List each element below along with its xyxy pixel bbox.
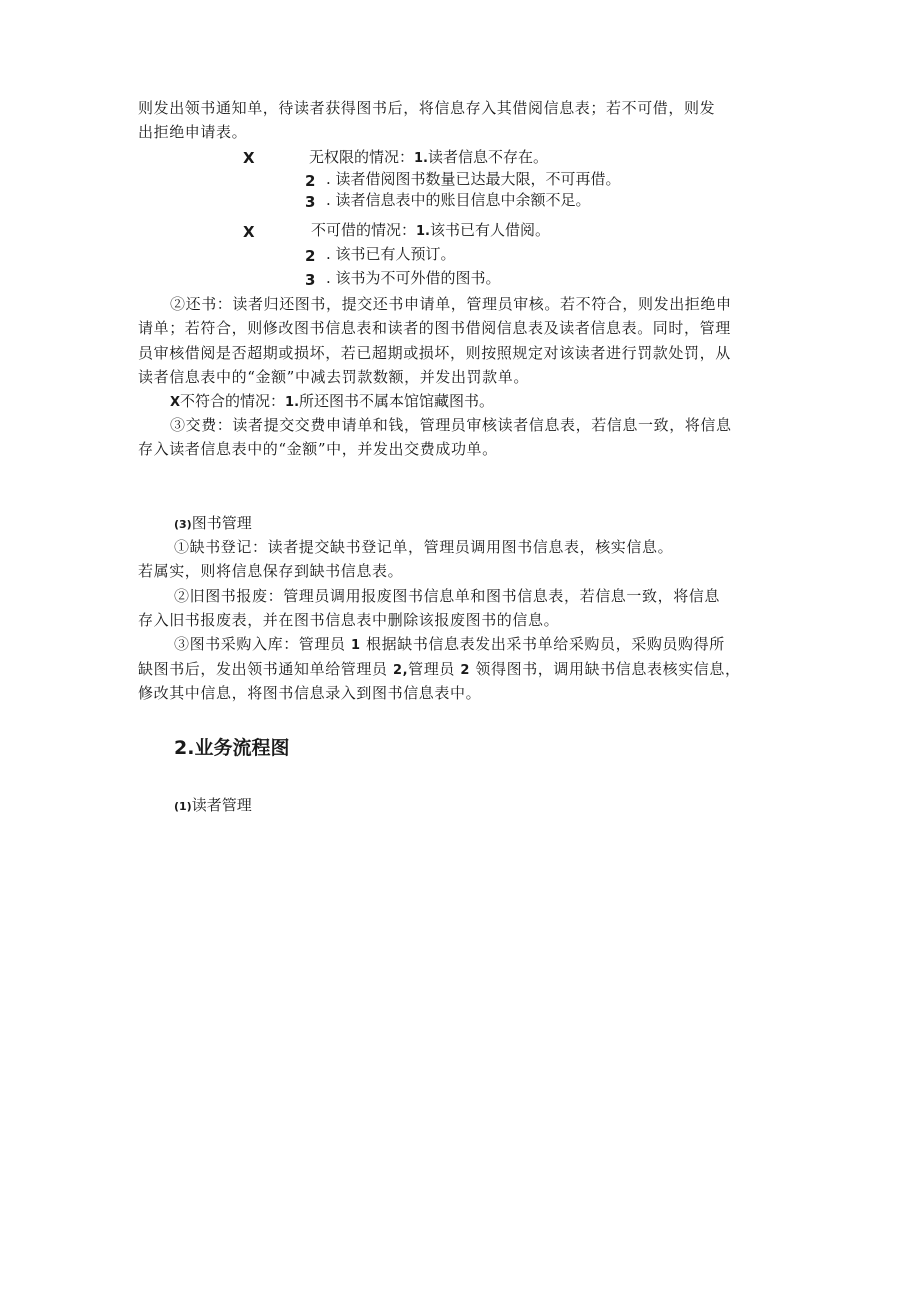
x-marker: X bbox=[243, 223, 255, 241]
condition-heading bbox=[309, 147, 548, 169]
text-run: ③图书采购入库：管理员 bbox=[174, 635, 346, 653]
condition-label: 无权限的情况： bbox=[309, 148, 415, 166]
paragraph-line: 请单；若符合，则修改图书信息表和读者的图书借阅信息表及读者信息表。同时，管理 bbox=[138, 319, 731, 337]
section-number: (3) bbox=[174, 518, 192, 531]
number: 2 bbox=[460, 663, 471, 678]
text-run: 根据缺书信息表发出采书单给采购员，采购员购得所 bbox=[366, 635, 725, 653]
item-number: 3 bbox=[305, 271, 316, 289]
paragraph-line bbox=[174, 634, 725, 656]
condition-label: 不符合的情况： bbox=[180, 392, 286, 410]
item-number: 1. bbox=[285, 395, 300, 410]
paragraph-line: 若属实，则将信息保存到缺书信息表。 bbox=[138, 562, 404, 580]
condition-item: . 读者信息表中的账目信息中余额不足。 bbox=[326, 191, 591, 209]
text-run: 缺图书后，发出领书通知单给管理员 bbox=[138, 660, 388, 678]
item-number: 2 bbox=[305, 172, 316, 190]
text-run: 管理员 bbox=[408, 660, 455, 678]
text-run: 领得图书，调用缺书信息表核实信息， bbox=[475, 660, 741, 678]
paragraph-line: 员审核借阅是否超期或损坏，若已超期或损坏，则按照规定对该读者进行罚款处罚，从 bbox=[138, 344, 731, 362]
number: 1 bbox=[350, 638, 361, 653]
condition-item: . 该书为不可外借的图书。 bbox=[326, 269, 501, 287]
paragraph-line: 修改其中信息，将图书信息录入到图书信息表中。 bbox=[138, 684, 482, 702]
section-heading bbox=[174, 795, 252, 817]
item-number: 2 bbox=[305, 247, 316, 265]
number: 2, bbox=[392, 663, 409, 678]
condition-item: 该书已有人借阅。 bbox=[430, 221, 551, 239]
condition-item: . 该书已有人预订。 bbox=[326, 245, 456, 263]
section-title: 图书管理 bbox=[191, 514, 252, 532]
condition-item: 读者信息不存在。 bbox=[428, 148, 549, 166]
paragraph-line: 存入读者信息表中的“金额”中，并发出交费成功单。 bbox=[138, 440, 498, 458]
item-number: 3 bbox=[305, 193, 316, 211]
paragraph-line: ①缺书登记：读者提交缺书登记单，管理员调用图书信息表，核实信息。 bbox=[174, 538, 674, 556]
paragraph-line: 读者信息表中的“金额”中减去罚款数额，并发出罚款单。 bbox=[138, 368, 529, 386]
paragraph-line: 存入旧书报废表，并在图书信息表中删除该报废图书的信息。 bbox=[138, 611, 560, 629]
section-title: 读者管理 bbox=[191, 796, 252, 814]
item-number: 1. bbox=[414, 151, 428, 166]
condition-item: . 读者借阅图书数量已达最大限，不可再借。 bbox=[326, 170, 621, 188]
paragraph-line: 出拒绝申请表。 bbox=[138, 123, 248, 141]
section-heading: 2.业务流程图 bbox=[174, 737, 290, 759]
x-marker: X bbox=[170, 395, 181, 410]
condition-heading bbox=[170, 391, 494, 413]
condition-label: 不可借的情况： bbox=[311, 221, 417, 239]
paragraph-line: ②旧图书报废：管理员调用报废图书信息单和图书信息表，若信息一致，将信息 bbox=[174, 587, 721, 605]
paragraph-line bbox=[138, 659, 741, 681]
x-marker: X bbox=[243, 149, 255, 167]
paragraph-line: 则发出领书通知单，待读者获得图书后，将信息存入其借阅信息表；若不可借，则发 bbox=[138, 99, 716, 117]
condition-heading bbox=[311, 220, 550, 242]
paragraph-line: ②还书：读者归还图书，提交还书申请单，管理员审核。若不符合，则发出拒绝申 bbox=[170, 295, 732, 313]
item-number: 1. bbox=[416, 224, 430, 239]
condition-item: 所还图书不属本馆馆藏图书。 bbox=[299, 392, 495, 410]
section-number: (1) bbox=[174, 800, 192, 813]
paragraph-line: ③交费：读者提交交费申请单和钱，管理员审核读者信息表，若信息一致，将信息 bbox=[170, 416, 732, 434]
section-heading bbox=[174, 513, 252, 535]
